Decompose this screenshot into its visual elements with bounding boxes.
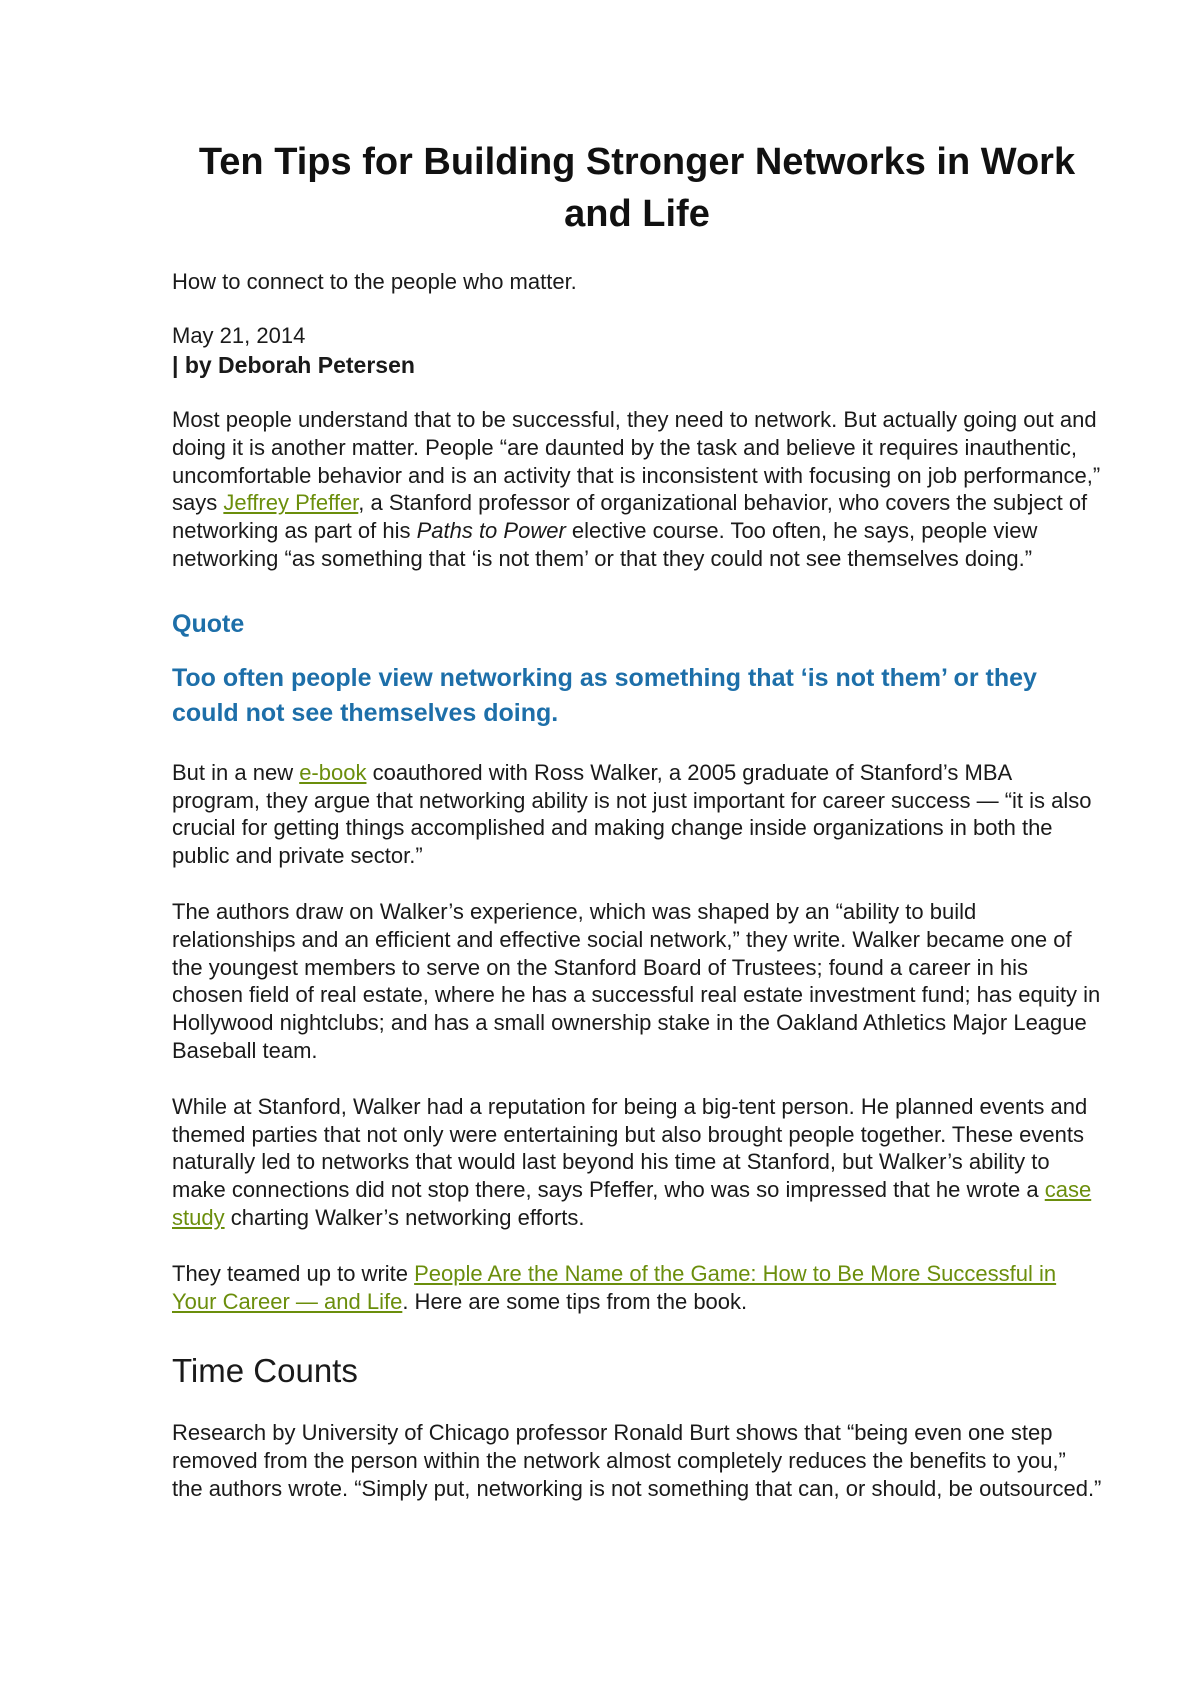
- book-title-link[interactable]: People Are the Name of the Game: How to Be More Successful in Your Career — and Life: [172, 1260, 1057, 1314]
- paragraph-ebook: [172, 759, 1102, 870]
- paragraph-intro: [172, 406, 1102, 573]
- pull-quote: Too often people view networking as something that ‘is not them’ or they could not see themselves doing.: [172, 663, 1037, 727]
- paragraph-text: They teamed up to write: [172, 1260, 415, 1286]
- jeffrey-pfeffer-link[interactable]: Jeffrey Pfeffer: [223, 490, 359, 516]
- paragraph-walker-experience: The authors draw on Walker’s experience, which was shaped by an “ability to build relationships and an efficient and effective social network,” they write. Walker became one of the youngest members to serve on the Stanford Board of Trustees; found a career in his chosen field of real estate, where he has a successful real estate investment fund; has equity in Hollywood nightclubs; and has a small ownership stake in the Oakland Athletics Major League Baseball team.: [172, 898, 1101, 1063]
- paragraph-walker-stanford: [172, 1093, 1102, 1232]
- paragraph-text: charting Walker’s networking efforts.: [224, 1204, 585, 1230]
- paragraph-book: [172, 1260, 1102, 1316]
- article-title: Ten Tips for Building Stronger Networks in Work and Life: [198, 141, 1076, 235]
- paragraph-text: elective course. Too often, he says, people view networking “as something that ‘is not them’ or that they could not see themselves doing.”: [172, 518, 1038, 571]
- paragraph-text: . Here are some tips from the book.: [402, 1288, 748, 1314]
- publish-date: May 21, 2014: [172, 323, 306, 348]
- section-heading-time-counts: Time Counts: [172, 1352, 358, 1390]
- paragraph-text: , a Stanford professor of organizational behavior, who covers the subject of networking as part of his: [172, 490, 1088, 544]
- course-title: Paths to Power: [416, 518, 566, 544]
- paragraph-text: coauthored with Ross Walker, a 2005 graduate of Stanford’s MBA program, they argue that networking ability is not just important for career success — “it is also crucial for getting things accomplished and making change inside organizations in both the public and private sector.”: [172, 759, 1092, 869]
- ebook-link[interactable]: e-book: [299, 759, 367, 785]
- paragraph-time-counts: Research by University of Chicago professor Ronald Burt shows that “being even one step removed from the person within the network almost completely reduces the benefits to you,” the authors wrote. “Simply put, networking is not something that can, or should, be outsourced.”: [172, 1420, 1102, 1501]
- paragraph-text: But in a new: [172, 759, 300, 785]
- case-study-link[interactable]: case study: [172, 1177, 1092, 1230]
- article-subtitle: How to connect to the people who matter.: [172, 269, 577, 294]
- quote-label: Quote: [172, 609, 245, 638]
- article: [172, 128, 1102, 1503]
- paragraph-text: Most people understand that to be successful, they need to network. But actually going out and doing it is another matter. People “are daunted by the task and believe it requires inauthentic, uncomfortable behavior and is an activity that is inconsistent with focusing on job performance,” says: [172, 407, 1101, 516]
- paragraph-text: While at Stanford, Walker had a reputation for being a big-tent person. He planned events and themed parties that not only were entertaining but also brought people together. These events naturally led to networks that would last beyond his time at Stanford, but Walker’s ability to make connections did not stop there, says Pfeffer, who was so impressed that he wrote a: [172, 1093, 1088, 1203]
- author-byline: | by Deborah Petersen: [172, 352, 415, 378]
